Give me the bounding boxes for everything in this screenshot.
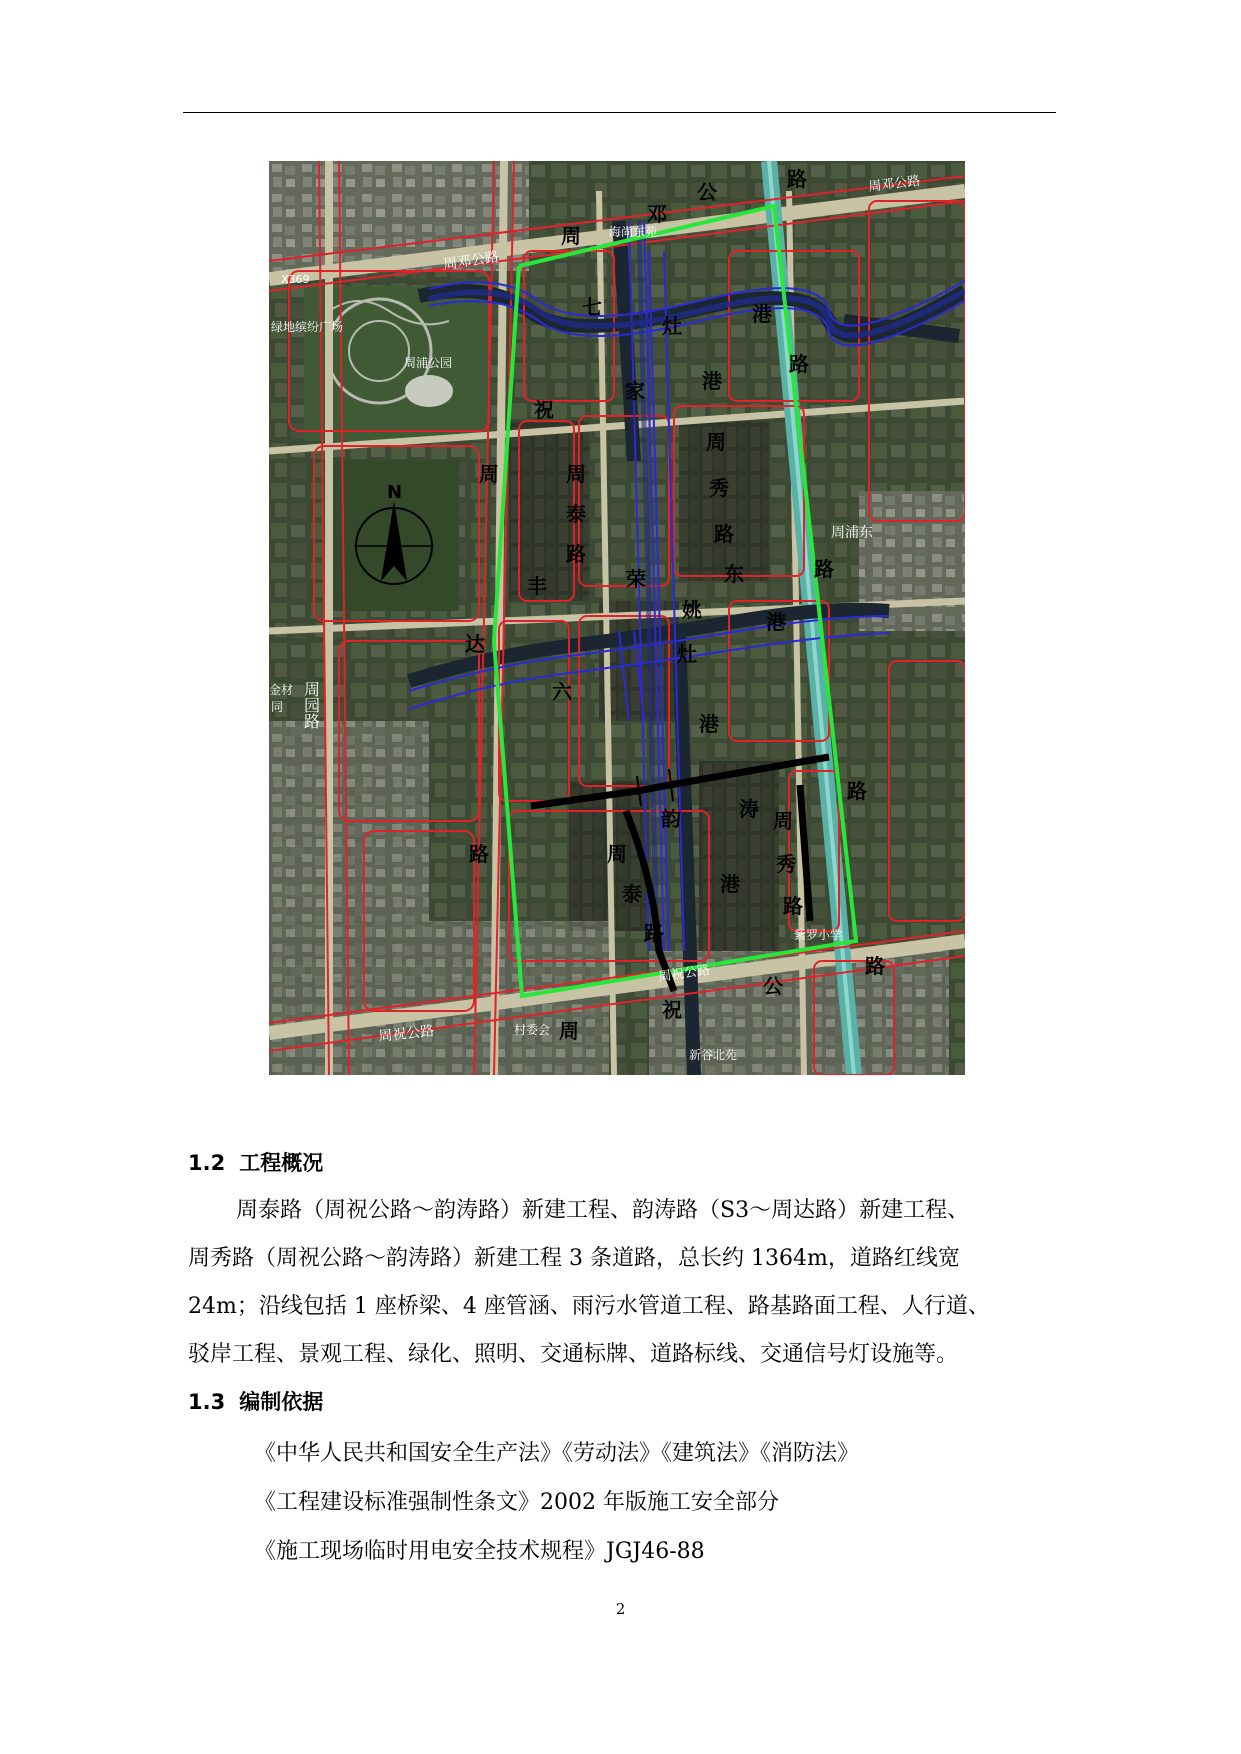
label-xiu-1: 秀 [709, 476, 729, 500]
label-zhou-4: 周 [479, 462, 499, 486]
label-feng: 丰 [527, 574, 547, 598]
label-zhouyuan-road: 周园路 [301, 681, 321, 729]
site-location-map [269, 161, 965, 1075]
section-title: 编制依据 [239, 1390, 324, 1414]
reference-item: 《施工现场临时用电安全技术规程》JGJ46-88 [254, 1539, 705, 1564]
label-lu-4: 路 [714, 522, 734, 546]
label-da: 达 [465, 632, 485, 656]
label-zhou-3: 周 [706, 430, 726, 454]
label-lu-8: 路 [644, 921, 664, 945]
label-zhu-2: 祝 [662, 998, 682, 1022]
label-lu-1: 路 [787, 167, 807, 191]
label-lu-7: 路 [847, 779, 867, 803]
label-gang-5: 港 [720, 872, 740, 896]
label-jia: 家 [625, 379, 645, 403]
label-haishang-dongyuan: 海尚东苑 [609, 225, 658, 239]
paragraph-line: 周秀路（周祝公路～韵涛路）新建工程 3 条道路，总长约 1364m，道路红线宽 [188, 1246, 960, 1271]
label-zhoupu-park: 周浦公园 [404, 356, 453, 370]
label-tao: 涛 [739, 797, 759, 821]
label-jincai: 金材 [269, 683, 294, 697]
label-tai-2: 泰 [622, 882, 642, 906]
label-xingu-beiyuan: 新谷北苑 [689, 1048, 738, 1062]
label-cunweihui: 村委会 [514, 1023, 551, 1037]
label-gang-4: 港 [699, 712, 719, 736]
label-gang-1: 港 [752, 302, 772, 326]
label-lu-3: 路 [566, 542, 586, 566]
reference-item: 《工程建设标准强制性条文》2002 年版施工安全部分 [254, 1490, 779, 1515]
label-qi: 七 [582, 295, 602, 319]
label-xiu-2: 秀 [776, 852, 796, 876]
section-1-3-heading [188, 1386, 323, 1416]
label-lu-10: 路 [865, 954, 885, 978]
label-zhou-2: 周 [566, 462, 586, 486]
page-number: 2 [615, 1600, 626, 1618]
header-rule [183, 112, 1056, 113]
label-zhou-5: 周 [607, 842, 627, 866]
reference-item: 《中华人民共和国安全生产法》《劳动法》《建筑法》《消防法》 [254, 1441, 860, 1466]
label-zao-1: 灶 [662, 314, 682, 338]
label-zhouzhu-bottom: 周祝公路 [377, 1023, 436, 1045]
label-ziluo-school: 紫罗小学 [794, 928, 843, 942]
label-gong-2: 公 [763, 974, 783, 998]
label-tong: 同 [271, 700, 284, 714]
section-title: 工程概况 [239, 1151, 324, 1175]
paragraph-line: 24m；沿线包括 1 座桥梁、4 座管涵、雨污水管道工程、路基路面工程、人行道、 [188, 1294, 990, 1319]
label-lu-6: 路 [814, 557, 834, 581]
section-number: 1.2 [188, 1151, 226, 1175]
label-x369: X369 [281, 273, 310, 286]
label-yun: 韵 [661, 807, 681, 831]
label-gong-1: 公 [697, 180, 717, 204]
label-gang-2: 港 [702, 369, 722, 393]
label-yao: 姚 [682, 598, 702, 622]
section-1-2-heading [188, 1147, 323, 1177]
paragraph-line: 周泰路（周祝公路～韵涛路）新建工程、韵涛路（S3～周达路）新建工程、 [236, 1198, 970, 1223]
label-zhoudeng-top: 周邓公路 [867, 173, 922, 195]
north-letter: N [387, 482, 403, 503]
project-overview-paragraph [188, 1187, 1068, 1379]
label-lu-5: 路 [469, 842, 489, 866]
label-zhou-1: 周 [561, 224, 581, 248]
paragraph-line: 驳岸工程、景观工程、绿化、照明、交通标牌、道路标线、交通信号灯设施等。 [188, 1342, 959, 1367]
label-zhou-7: 周 [559, 1019, 579, 1043]
label-zhouzhu-south: 周祝公路 [657, 962, 712, 985]
label-rong: 荣 [626, 567, 646, 591]
section-number: 1.3 [188, 1390, 226, 1414]
label-gang-3: 港 [766, 610, 786, 634]
label-lu-2: 路 [789, 352, 809, 376]
label-zhu-1: 祝 [534, 398, 554, 422]
label-deng: 邓 [647, 202, 667, 226]
label-zhou-6: 周 [773, 809, 793, 833]
label-zhoupu-east: 周浦东 [831, 525, 873, 541]
label-zhoudeng-left: 周邓公路 [442, 249, 501, 273]
label-tai-1: 泰 [566, 502, 586, 526]
label-lvdi-plaza: 绿地缤纷广场 [271, 320, 344, 334]
label-liu: 六 [552, 680, 572, 704]
label-zao-2: 灶 [677, 642, 697, 666]
label-lu-9: 路 [783, 894, 803, 918]
label-dong: 东 [724, 562, 744, 586]
